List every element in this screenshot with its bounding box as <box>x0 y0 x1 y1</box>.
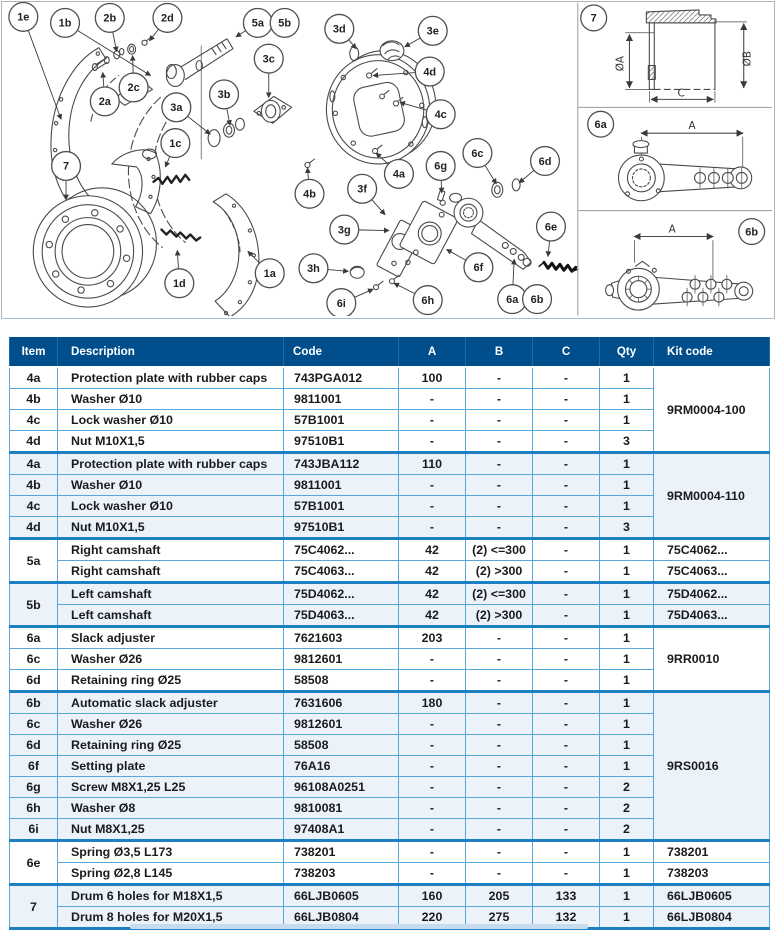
dim-c-cell: - <box>533 496 600 517</box>
table-row <box>10 692 770 714</box>
table-row <box>10 605 770 627</box>
dim-b-cell: - <box>466 777 533 798</box>
col-header-a: A <box>399 337 466 367</box>
col-header-item: Item <box>10 337 58 367</box>
qty-cell: 1 <box>600 841 654 863</box>
dim-label-ØA: ØA <box>615 55 627 71</box>
dim-b-cell: - <box>466 692 533 714</box>
leader-1c <box>165 156 169 167</box>
description-cell: Drum 8 holes for M20X1,5 <box>58 907 284 929</box>
kit-code-cell: 738203 <box>654 863 770 885</box>
callout-label-7: 7 <box>591 13 597 25</box>
item-cell: 6a <box>10 627 58 649</box>
dim-a-cell: - <box>399 649 466 670</box>
code-cell: 75C4063... <box>284 561 399 583</box>
dim-b-cell: - <box>466 863 533 885</box>
callout-label-3g: 3g <box>338 224 351 236</box>
dim-c-cell: - <box>533 453 600 475</box>
code-cell: 9811001 <box>284 475 399 496</box>
code-cell: 7621603 <box>284 627 399 649</box>
code-cell: 743PGA012 <box>284 367 399 389</box>
code-cell: 57B1001 <box>284 496 399 517</box>
leader-2c <box>133 56 134 73</box>
dim-c-cell: - <box>533 819 600 841</box>
qty-cell: 1 <box>600 756 654 777</box>
leader-2a <box>103 73 104 87</box>
dim-c-cell: 132 <box>533 907 600 929</box>
dim-a-cell: 203 <box>399 627 466 649</box>
qty-cell: 1 <box>600 583 654 605</box>
qty-cell: 1 <box>600 539 654 561</box>
leader-3h <box>328 270 348 272</box>
callout-label-4d: 4d <box>423 66 436 78</box>
item-cell: 6b <box>10 692 58 714</box>
col-header-code: Code <box>284 337 399 367</box>
code-cell: 57B1001 <box>284 410 399 431</box>
leader-6i <box>354 289 373 297</box>
item-cell: 6c <box>10 649 58 670</box>
callout-label-6b: 6b <box>745 226 758 238</box>
dim-b-cell: - <box>466 627 533 649</box>
callout-label-1d: 1d <box>173 278 186 290</box>
callout-label-7: 7 <box>63 161 69 173</box>
dim-b-cell: - <box>466 714 533 735</box>
dim-c-cell: - <box>533 517 600 539</box>
description-cell: Nut M10X1,5 <box>58 517 284 539</box>
code-cell: 9812601 <box>284 649 399 670</box>
qty-cell: 1 <box>600 496 654 517</box>
qty-cell: 1 <box>600 605 654 627</box>
table-row <box>10 841 770 863</box>
dim-c-cell: 133 <box>533 885 600 907</box>
dim-c-cell: - <box>533 367 600 389</box>
parts-table <box>9 337 770 930</box>
dim-label-A: A <box>669 224 677 236</box>
table-row <box>10 367 770 389</box>
dim-b-cell: (2) >300 <box>466 561 533 583</box>
table-row <box>10 453 770 475</box>
callout-label-6c: 6c <box>471 148 483 160</box>
parts-diagram-panel <box>1 1 775 319</box>
dim-label-ØB: ØB <box>742 51 754 66</box>
code-cell: 97408A1 <box>284 819 399 841</box>
callout-label-3a: 3a <box>170 102 183 114</box>
description-cell: Screw M8X1,25 L25 <box>58 777 284 798</box>
item-cell: 4d <box>10 517 58 539</box>
kit-code-cell: 9RS0016 <box>654 692 770 841</box>
callout-label-6i: 6i <box>337 298 346 310</box>
description-cell: Slack adjuster <box>58 627 284 649</box>
callout-label-3c: 3c <box>263 53 275 65</box>
description-cell: Nut M10X1,5 <box>58 431 284 453</box>
table-row <box>10 863 770 885</box>
code-cell: 743JBA112 <box>284 453 399 475</box>
callout-label-1e: 1e <box>17 12 29 24</box>
leader-6e <box>548 241 550 256</box>
callout-label-6f: 6f <box>474 262 484 274</box>
callout-label-4b: 4b <box>303 189 316 201</box>
leader-3a <box>188 116 211 134</box>
qty-cell: 1 <box>600 627 654 649</box>
dim-a-cell: - <box>399 410 466 431</box>
dim-b-cell: - <box>466 819 533 841</box>
callout-label-2a: 2a <box>99 96 112 108</box>
qty-cell: 1 <box>600 714 654 735</box>
qty-cell: 1 <box>600 907 654 929</box>
qty-cell: 1 <box>600 453 654 475</box>
dim-c-cell: - <box>533 627 600 649</box>
table-row <box>10 561 770 583</box>
kit-code-cell: 9RM0004-110 <box>654 453 770 539</box>
qty-cell: 2 <box>600 798 654 819</box>
dim-c-cell: - <box>533 692 600 714</box>
callout-label-5a: 5a <box>252 18 265 30</box>
col-header-kit-code: Kit code <box>654 337 770 367</box>
table-header-row <box>10 337 770 367</box>
dim-b-cell: - <box>466 841 533 863</box>
dim-b-cell: - <box>466 649 533 670</box>
dim-b-cell: - <box>466 756 533 777</box>
dim-a-cell: 42 <box>399 539 466 561</box>
leader-6f <box>447 249 466 260</box>
dim-a-cell: - <box>399 841 466 863</box>
leader-6h <box>394 283 415 293</box>
callout-label-4c: 4c <box>435 109 447 121</box>
leader-4b <box>308 168 309 179</box>
leader-3f <box>372 200 385 215</box>
dim-a-cell: - <box>399 777 466 798</box>
code-cell: 58508 <box>284 670 399 692</box>
item-cell: 4a <box>10 367 58 389</box>
callout-label-6g: 6g <box>434 161 447 173</box>
dim-a-cell: - <box>399 819 466 841</box>
kit-code-cell: 66LJB0804 <box>654 907 770 929</box>
dim-a-cell: - <box>399 735 466 756</box>
item-cell: 5a <box>10 539 58 583</box>
dim-b-cell: - <box>466 475 533 496</box>
code-cell: 7631606 <box>284 692 399 714</box>
code-cell: 738201 <box>284 841 399 863</box>
callout-label-6e: 6e <box>545 221 557 233</box>
description-cell: Automatic slack adjuster <box>58 692 284 714</box>
code-cell: 75C4062... <box>284 539 399 561</box>
leader-2b <box>113 32 117 52</box>
code-cell: 9812601 <box>284 714 399 735</box>
callout-label-3h: 3h <box>307 263 320 275</box>
code-cell: 9810081 <box>284 798 399 819</box>
kit-code-cell: 75C4062... <box>654 539 770 561</box>
parts-diagram <box>2 2 774 316</box>
qty-cell: 3 <box>600 517 654 539</box>
qty-cell: 1 <box>600 692 654 714</box>
callout-label-3f: 3f <box>357 184 367 196</box>
item-cell: 4c <box>10 496 58 517</box>
table-row <box>10 539 770 561</box>
dim-c-cell: - <box>533 777 600 798</box>
dim-b-cell: - <box>466 798 533 819</box>
dim-a-cell: 42 <box>399 605 466 627</box>
code-cell: 76A16 <box>284 756 399 777</box>
kit-code-cell: 75D4062... <box>654 583 770 605</box>
description-cell: Drum 6 holes for M18X1,5 <box>58 885 284 907</box>
dim-label-C: C <box>677 87 684 99</box>
dim-label-A: A <box>688 120 696 132</box>
kit-code-cell: 75D4063... <box>654 605 770 627</box>
dim-c-cell: - <box>533 431 600 453</box>
dim-c-cell: - <box>533 798 600 819</box>
dim-a-cell: 42 <box>399 583 466 605</box>
dim-c-cell: - <box>533 475 600 496</box>
dim-a-cell: - <box>399 714 466 735</box>
dim-c-cell: - <box>533 863 600 885</box>
callout-label-6d: 6d <box>539 156 552 168</box>
kit-code-cell: 75C4063... <box>654 561 770 583</box>
dim-a-cell: 42 <box>399 561 466 583</box>
callout-label-2d: 2d <box>161 13 174 25</box>
description-cell: Protection plate with rubber caps <box>58 453 284 475</box>
leader-2d <box>150 29 159 41</box>
dim-b-cell: 275 <box>466 907 533 929</box>
item-cell: 4a <box>10 453 58 475</box>
leader-6a <box>513 259 514 284</box>
dim-a-cell: - <box>399 670 466 692</box>
callout-label-4a: 4a <box>393 169 406 181</box>
slack-adjuster-drawing <box>619 133 752 201</box>
leader-1e <box>28 30 61 119</box>
dim-b-cell: - <box>466 735 533 756</box>
dim-b-cell: - <box>466 496 533 517</box>
qty-cell: 1 <box>600 367 654 389</box>
dim-a-cell: - <box>399 475 466 496</box>
leader-3e <box>405 38 420 47</box>
qty-cell: 3 <box>600 431 654 453</box>
leader-6d <box>519 170 534 183</box>
qty-cell: 1 <box>600 885 654 907</box>
dim-c-cell: - <box>533 735 600 756</box>
description-cell: Washer Ø26 <box>58 714 284 735</box>
qty-cell: 1 <box>600 649 654 670</box>
item-cell: 6h <box>10 798 58 819</box>
description-cell: Washer Ø10 <box>58 475 284 496</box>
description-cell: Retaining ring Ø25 <box>58 735 284 756</box>
dim-a-cell: 180 <box>399 692 466 714</box>
description-cell: Spring Ø2,8 L145 <box>58 863 284 885</box>
callout-label-3e: 3e <box>427 26 439 38</box>
dim-b-cell: - <box>466 389 533 410</box>
item-cell: 4c <box>10 410 58 431</box>
item-cell: 4b <box>10 475 58 496</box>
description-cell: Retaining ring Ø25 <box>58 670 284 692</box>
description-cell: Right camshaft <box>58 539 284 561</box>
dim-a-cell: - <box>399 798 466 819</box>
kit-code-cell: 9RR0010 <box>654 627 770 692</box>
code-cell: 75D4063... <box>284 605 399 627</box>
description-cell: Spring Ø3,5 L173 <box>58 841 284 863</box>
auto-slack-adjuster-drawing <box>606 237 753 311</box>
callout-label-6h: 6h <box>421 295 434 307</box>
description-cell: Left camshaft <box>58 583 284 605</box>
description-cell: Washer Ø26 <box>58 649 284 670</box>
item-cell: 5b <box>10 583 58 627</box>
qty-cell: 1 <box>600 475 654 496</box>
dim-a-cell: 100 <box>399 367 466 389</box>
kit-code-cell: 66LJB0605 <box>654 885 770 907</box>
dim-a-cell: - <box>399 389 466 410</box>
dim-a-cell: - <box>399 863 466 885</box>
description-cell: Right camshaft <box>58 561 284 583</box>
table-row <box>10 627 770 649</box>
code-cell: 66LJB0605 <box>284 885 399 907</box>
drum-section-drawing <box>625 10 746 102</box>
description-cell: Setting plate <box>58 756 284 777</box>
dim-c-cell: - <box>533 539 600 561</box>
qty-cell: 1 <box>600 561 654 583</box>
callout-label-2b: 2b <box>103 13 116 25</box>
code-cell: 97510B1 <box>284 517 399 539</box>
callout-label-6a: 6a <box>595 119 608 131</box>
dim-c-cell: - <box>533 389 600 410</box>
item-cell: 6g <box>10 777 58 798</box>
leader-1d <box>177 250 178 268</box>
dim-a-cell: 110 <box>399 453 466 475</box>
item-cell: 6f <box>10 756 58 777</box>
dim-b-cell: - <box>466 367 533 389</box>
dim-c-cell: - <box>533 649 600 670</box>
dim-b-cell: - <box>466 453 533 475</box>
dim-b-cell: - <box>466 431 533 453</box>
code-cell: 97510B1 <box>284 431 399 453</box>
description-cell: Lock washer Ø10 <box>58 410 284 431</box>
item-cell: 6d <box>10 670 58 692</box>
table-row <box>10 583 770 605</box>
code-cell: 66LJB0804 <box>284 907 399 929</box>
callout-label-6a: 6a <box>506 294 519 306</box>
callout-label-1c: 1c <box>169 138 181 150</box>
description-cell: Washer Ø10 <box>58 389 284 410</box>
dim-b-cell: (2) <=300 <box>466 583 533 605</box>
callout-label-1a: 1a <box>264 268 277 280</box>
dim-a-cell: - <box>399 496 466 517</box>
description-cell: Protection plate with rubber caps <box>58 367 284 389</box>
qty-cell: 1 <box>600 670 654 692</box>
dim-b-cell: 205 <box>466 885 533 907</box>
dim-b-cell: - <box>466 670 533 692</box>
description-cell: Nut M8X1,25 <box>58 819 284 841</box>
callout-label-1b: 1b <box>59 18 72 30</box>
code-cell: 96108A0251 <box>284 777 399 798</box>
page-edge-artifact <box>130 924 588 929</box>
description-cell: Lock washer Ø10 <box>58 496 284 517</box>
dim-a-cell: - <box>399 431 466 453</box>
item-cell: 4b <box>10 389 58 410</box>
dim-b-cell: (2) >300 <box>466 605 533 627</box>
qty-cell: 1 <box>600 863 654 885</box>
code-cell: 9811001 <box>284 389 399 410</box>
qty-cell: 2 <box>600 777 654 798</box>
callout-label-5b: 5b <box>278 18 291 30</box>
dim-b-cell: - <box>466 517 533 539</box>
item-cell: 7 <box>10 885 58 929</box>
leader-6c <box>485 165 496 184</box>
qty-cell: 1 <box>600 735 654 756</box>
callout-label-3b: 3b <box>218 89 231 101</box>
dim-a-cell: 160 <box>399 885 466 907</box>
kit-code-cell: 738201 <box>654 841 770 863</box>
dim-c-cell: - <box>533 583 600 605</box>
col-header-b: B <box>466 337 533 367</box>
dim-c-cell: - <box>533 841 600 863</box>
code-cell: 75D4062... <box>284 583 399 605</box>
item-cell: 4d <box>10 431 58 453</box>
qty-cell: 1 <box>600 410 654 431</box>
description-cell: Left camshaft <box>58 605 284 627</box>
leader-5a <box>236 31 246 37</box>
dim-c-cell: - <box>533 605 600 627</box>
item-cell: 6e <box>10 841 58 885</box>
col-header-qty: Qty <box>600 337 654 367</box>
dim-c-cell: - <box>533 561 600 583</box>
dim-a-cell: - <box>399 517 466 539</box>
code-cell: 58508 <box>284 735 399 756</box>
dim-c-cell: - <box>533 410 600 431</box>
item-cell: 6c <box>10 714 58 735</box>
dim-b-cell: (2) <=300 <box>466 539 533 561</box>
kit-code-cell: 9RM0004-100 <box>654 367 770 453</box>
dim-c-cell: - <box>533 670 600 692</box>
dim-b-cell: - <box>466 410 533 431</box>
item-cell: 6i <box>10 819 58 841</box>
callout-label-3d: 3d <box>333 24 346 36</box>
col-header-c: C <box>533 337 600 367</box>
callout-label-2c: 2c <box>128 82 140 94</box>
dim-c-cell: - <box>533 714 600 735</box>
col-header-description: Description <box>58 337 284 367</box>
leader-3g <box>359 230 389 231</box>
callout-label-6b: 6b <box>531 294 544 306</box>
dim-a-cell: - <box>399 756 466 777</box>
code-cell: 738203 <box>284 863 399 885</box>
table-row <box>10 885 770 907</box>
description-cell: Washer Ø8 <box>58 798 284 819</box>
dim-c-cell: - <box>533 756 600 777</box>
qty-cell: 1 <box>600 389 654 410</box>
dim-a-cell: 220 <box>399 907 466 929</box>
item-cell: 6d <box>10 735 58 756</box>
qty-cell: 2 <box>600 819 654 841</box>
